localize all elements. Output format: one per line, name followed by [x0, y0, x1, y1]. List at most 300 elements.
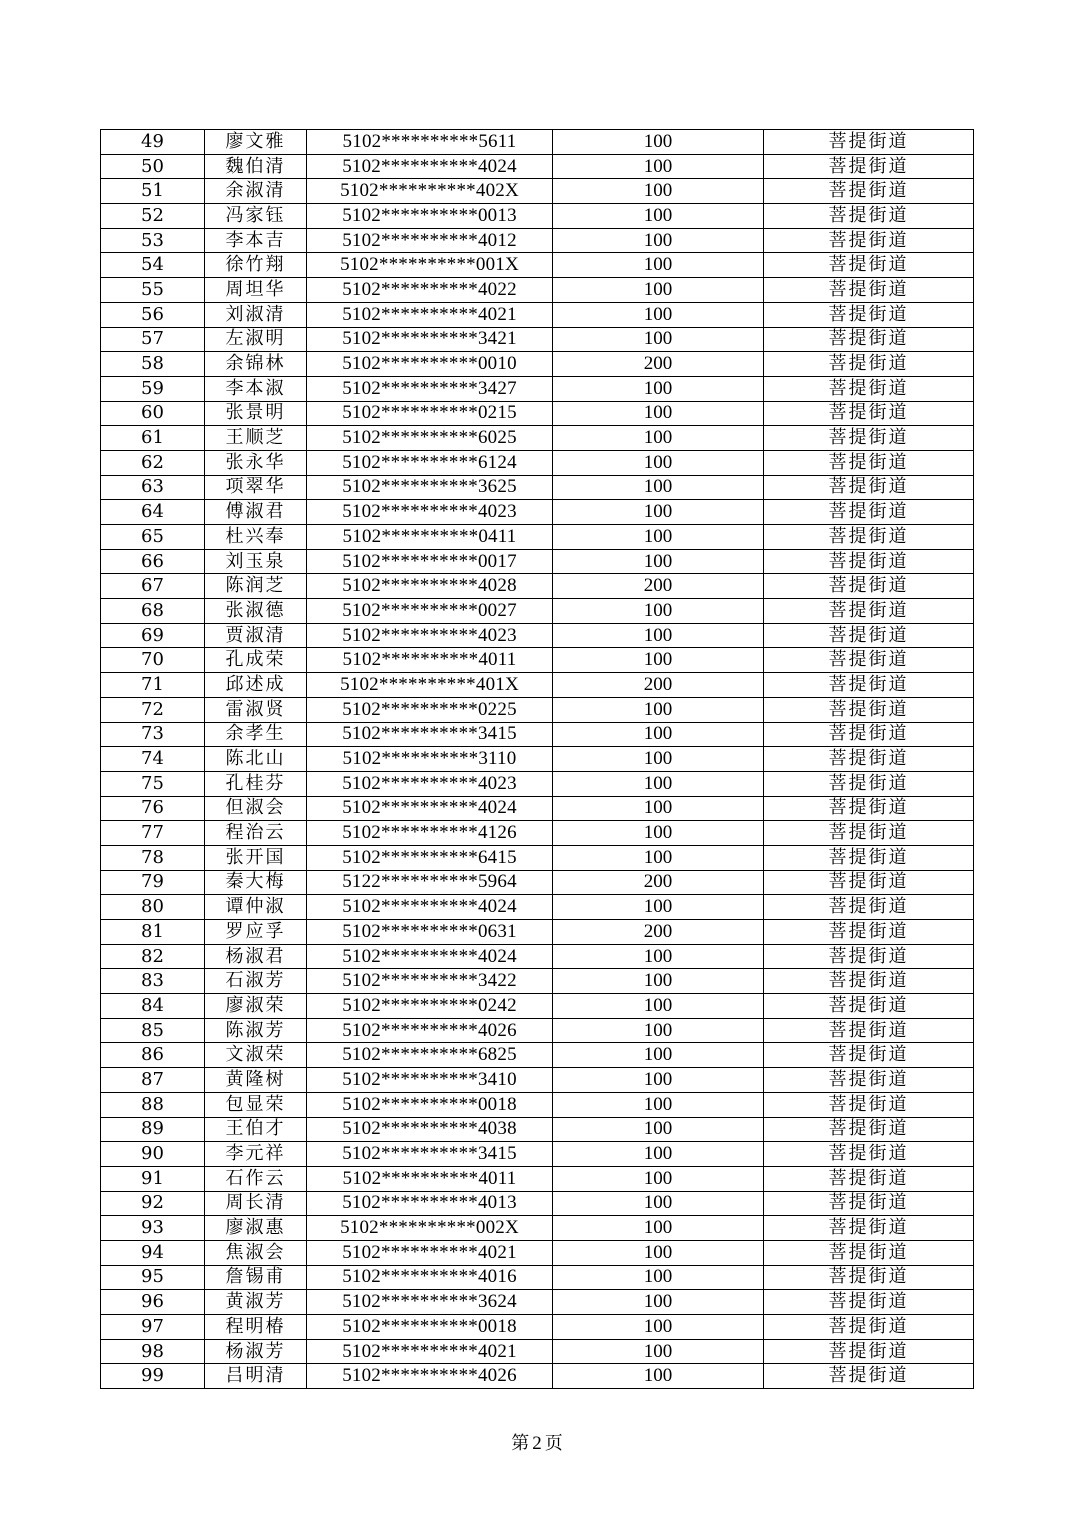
amount-cell: 100 [553, 1265, 764, 1290]
subdistrict-cell: 菩提街道 [764, 994, 974, 1019]
id-number-cell: 5102**********402X [307, 179, 553, 204]
amount-cell: 100 [553, 697, 764, 722]
id-number-cell: 5102**********3427 [307, 376, 553, 401]
amount-cell: 100 [553, 1166, 764, 1191]
amount-cell: 100 [553, 278, 764, 303]
row-number-cell: 54 [101, 253, 205, 278]
table-row [101, 994, 974, 1019]
subdistrict-cell: 菩提街道 [764, 845, 974, 870]
table-row [101, 747, 974, 772]
subdistrict-cell: 菩提街道 [764, 1166, 974, 1191]
subdistrict-cell: 菩提街道 [764, 500, 974, 525]
person-name-cell: 杨淑芳 [205, 1339, 307, 1364]
page-number: 2 [532, 1433, 542, 1454]
subdistrict-cell: 菩提街道 [764, 1142, 974, 1167]
id-number-cell: 5102**********4038 [307, 1117, 553, 1142]
person-name-cell: 刘玉泉 [205, 549, 307, 574]
amount-cell: 100 [553, 648, 764, 673]
amount-cell: 100 [553, 525, 764, 550]
amount-cell: 100 [553, 130, 764, 155]
row-number-cell: 80 [101, 895, 205, 920]
person-name-cell: 周长清 [205, 1191, 307, 1216]
person-name-cell: 贾淑清 [205, 623, 307, 648]
id-number-cell: 5102**********0010 [307, 352, 553, 377]
subdistrict-cell: 菩提街道 [764, 204, 974, 229]
table-row [101, 771, 974, 796]
subdistrict-cell: 菩提街道 [764, 228, 974, 253]
row-number-cell: 78 [101, 845, 205, 870]
person-name-cell: 雷淑贤 [205, 697, 307, 722]
table-row [101, 327, 974, 352]
row-number-cell: 96 [101, 1290, 205, 1315]
table-row [101, 475, 974, 500]
id-number-cell: 5102**********0411 [307, 525, 553, 550]
table-row [101, 154, 974, 179]
subdistrict-cell: 菩提街道 [764, 599, 974, 624]
row-number-cell: 55 [101, 278, 205, 303]
person-name-cell: 廖淑惠 [205, 1216, 307, 1241]
amount-cell: 100 [553, 599, 764, 624]
amount-cell: 100 [553, 376, 764, 401]
id-number-cell: 5102**********4026 [307, 1018, 553, 1043]
person-name-cell: 张景明 [205, 401, 307, 426]
person-name-cell: 廖淑荣 [205, 994, 307, 1019]
amount-cell: 100 [553, 1043, 764, 1068]
row-number-cell: 84 [101, 994, 205, 1019]
id-number-cell: 5102**********3625 [307, 475, 553, 500]
id-number-cell: 5102**********6025 [307, 426, 553, 451]
table-row [101, 130, 974, 155]
person-name-cell: 左淑明 [205, 327, 307, 352]
amount-cell: 100 [553, 722, 764, 747]
table-row [101, 500, 974, 525]
table-row [101, 525, 974, 550]
row-number-cell: 77 [101, 821, 205, 846]
table-row [101, 944, 974, 969]
id-number-cell: 5102**********3110 [307, 747, 553, 772]
row-number-cell: 81 [101, 920, 205, 945]
subsidy-list-table [100, 129, 974, 1389]
person-name-cell: 程治云 [205, 821, 307, 846]
row-number-cell: 71 [101, 673, 205, 698]
row-number-cell: 75 [101, 771, 205, 796]
amount-cell: 100 [553, 1191, 764, 1216]
id-number-cell: 5102**********0631 [307, 920, 553, 945]
amount-cell: 100 [553, 1216, 764, 1241]
person-name-cell: 张永华 [205, 450, 307, 475]
id-number-cell: 5102**********0018 [307, 1092, 553, 1117]
amount-cell: 100 [553, 302, 764, 327]
id-number-cell: 5102**********4024 [307, 796, 553, 821]
id-number-cell: 5102**********4023 [307, 500, 553, 525]
table-body [101, 130, 974, 1389]
table-row [101, 845, 974, 870]
id-number-cell: 5102**********4016 [307, 1265, 553, 1290]
subdistrict-cell: 菩提街道 [764, 1265, 974, 1290]
table-row [101, 1043, 974, 1068]
row-number-cell: 83 [101, 969, 205, 994]
amount-cell: 200 [553, 673, 764, 698]
subdistrict-cell: 菩提街道 [764, 278, 974, 303]
table-row [101, 450, 974, 475]
subdistrict-cell: 菩提街道 [764, 623, 974, 648]
subdistrict-cell: 菩提街道 [764, 944, 974, 969]
id-number-cell: 5102**********4024 [307, 895, 553, 920]
row-number-cell: 91 [101, 1166, 205, 1191]
table-row [101, 969, 974, 994]
id-number-cell: 5102**********0215 [307, 401, 553, 426]
table-row [101, 648, 974, 673]
id-number-cell: 5102**********0027 [307, 599, 553, 624]
id-number-cell: 5102**********4021 [307, 1339, 553, 1364]
subdistrict-cell: 菩提街道 [764, 821, 974, 846]
row-number-cell: 98 [101, 1339, 205, 1364]
id-number-cell: 5102**********4028 [307, 574, 553, 599]
row-number-cell: 64 [101, 500, 205, 525]
table-row [101, 673, 974, 698]
amount-cell: 100 [553, 401, 764, 426]
row-number-cell: 51 [101, 179, 205, 204]
row-number-cell: 95 [101, 1265, 205, 1290]
amount-cell: 100 [553, 204, 764, 229]
id-number-cell: 5102**********4023 [307, 771, 553, 796]
table-row [101, 302, 974, 327]
id-number-cell: 5102**********0225 [307, 697, 553, 722]
row-number-cell: 92 [101, 1191, 205, 1216]
table-row [101, 278, 974, 303]
table-row [101, 1240, 974, 1265]
amount-cell: 100 [553, 944, 764, 969]
id-number-cell: 5102**********0017 [307, 549, 553, 574]
subdistrict-cell: 菩提街道 [764, 969, 974, 994]
amount-cell: 100 [553, 1240, 764, 1265]
subdistrict-cell: 菩提街道 [764, 130, 974, 155]
table-row [101, 1117, 974, 1142]
table-row [101, 1216, 974, 1241]
amount-cell: 100 [553, 327, 764, 352]
person-name-cell: 杨淑君 [205, 944, 307, 969]
person-name-cell: 程明椿 [205, 1315, 307, 1340]
amount-cell: 100 [553, 475, 764, 500]
amount-cell: 100 [553, 500, 764, 525]
table-row [101, 1265, 974, 1290]
id-number-cell: 5102**********4012 [307, 228, 553, 253]
amount-cell: 200 [553, 574, 764, 599]
subdistrict-cell: 菩提街道 [764, 426, 974, 451]
page-label-prefix: 第 [511, 1433, 530, 1454]
subdistrict-cell: 菩提街道 [764, 574, 974, 599]
subdistrict-cell: 菩提街道 [764, 1290, 974, 1315]
id-number-cell: 5102**********5611 [307, 130, 553, 155]
person-name-cell: 陈淑芳 [205, 1018, 307, 1043]
subdistrict-cell: 菩提街道 [764, 648, 974, 673]
amount-cell: 100 [553, 1068, 764, 1093]
row-number-cell: 85 [101, 1018, 205, 1043]
subdistrict-cell: 菩提街道 [764, 1068, 974, 1093]
amount-cell: 100 [553, 549, 764, 574]
person-name-cell: 陈润芝 [205, 574, 307, 599]
row-number-cell: 70 [101, 648, 205, 673]
amount-cell: 100 [553, 821, 764, 846]
id-number-cell: 5102**********3624 [307, 1290, 553, 1315]
id-number-cell: 5102**********0242 [307, 994, 553, 1019]
id-number-cell: 5102**********4023 [307, 623, 553, 648]
person-name-cell: 孔桂芬 [205, 771, 307, 796]
person-name-cell: 邱述成 [205, 673, 307, 698]
table-row [101, 1166, 974, 1191]
person-name-cell: 王伯才 [205, 1117, 307, 1142]
person-name-cell: 陈北山 [205, 747, 307, 772]
amount-cell: 100 [553, 1364, 764, 1389]
person-name-cell: 文淑荣 [205, 1043, 307, 1068]
table-row [101, 821, 974, 846]
id-number-cell: 5102**********3422 [307, 969, 553, 994]
person-name-cell: 张开国 [205, 845, 307, 870]
row-number-cell: 68 [101, 599, 205, 624]
person-name-cell: 黄淑芳 [205, 1290, 307, 1315]
row-number-cell: 65 [101, 525, 205, 550]
id-number-cell: 5102**********4011 [307, 648, 553, 673]
row-number-cell: 90 [101, 1142, 205, 1167]
id-number-cell: 5102**********3415 [307, 1142, 553, 1167]
person-name-cell: 张淑德 [205, 599, 307, 624]
id-number-cell: 5102**********3410 [307, 1068, 553, 1093]
id-number-cell: 5102**********4022 [307, 278, 553, 303]
id-number-cell: 5102**********3421 [307, 327, 553, 352]
subdistrict-cell: 菩提街道 [764, 302, 974, 327]
subdistrict-cell: 菩提街道 [764, 1092, 974, 1117]
table-row [101, 549, 974, 574]
subdistrict-cell: 菩提街道 [764, 1216, 974, 1241]
table-row [101, 426, 974, 451]
person-name-cell: 吕明清 [205, 1364, 307, 1389]
amount-cell: 100 [553, 747, 764, 772]
table-row [101, 1364, 974, 1389]
person-name-cell: 徐竹翔 [205, 253, 307, 278]
person-name-cell: 谭仲淑 [205, 895, 307, 920]
amount-cell: 200 [553, 352, 764, 377]
row-number-cell: 76 [101, 796, 205, 821]
subdistrict-cell: 菩提街道 [764, 352, 974, 377]
table-row [101, 1018, 974, 1043]
row-number-cell: 59 [101, 376, 205, 401]
subdistrict-cell: 菩提街道 [764, 376, 974, 401]
table-row [101, 722, 974, 747]
person-name-cell: 李本淑 [205, 376, 307, 401]
subdistrict-cell: 菩提街道 [764, 771, 974, 796]
id-number-cell: 5102**********3415 [307, 722, 553, 747]
id-number-cell: 5102**********001X [307, 253, 553, 278]
id-number-cell: 5102**********6415 [307, 845, 553, 870]
table-row [101, 574, 974, 599]
amount-cell: 100 [553, 771, 764, 796]
row-number-cell: 61 [101, 426, 205, 451]
subdistrict-cell: 菩提街道 [764, 154, 974, 179]
table-row [101, 920, 974, 945]
person-name-cell: 冯家钰 [205, 204, 307, 229]
row-number-cell: 58 [101, 352, 205, 377]
subdistrict-cell: 菩提街道 [764, 673, 974, 698]
subdistrict-cell: 菩提街道 [764, 327, 974, 352]
row-number-cell: 97 [101, 1315, 205, 1340]
id-number-cell: 5102**********6124 [307, 450, 553, 475]
subdistrict-cell: 菩提街道 [764, 253, 974, 278]
subdistrict-cell: 菩提街道 [764, 1364, 974, 1389]
row-number-cell: 74 [101, 747, 205, 772]
subdistrict-cell: 菩提街道 [764, 1117, 974, 1142]
person-name-cell: 石作云 [205, 1166, 307, 1191]
row-number-cell: 62 [101, 450, 205, 475]
subdistrict-cell: 菩提街道 [764, 722, 974, 747]
row-number-cell: 52 [101, 204, 205, 229]
person-name-cell: 詹锡甫 [205, 1265, 307, 1290]
row-number-cell: 60 [101, 401, 205, 426]
table-row [101, 1339, 974, 1364]
amount-cell: 100 [553, 796, 764, 821]
row-number-cell: 87 [101, 1068, 205, 1093]
subdistrict-cell: 菩提街道 [764, 179, 974, 204]
row-number-cell: 57 [101, 327, 205, 352]
id-number-cell: 5102**********4024 [307, 944, 553, 969]
table-row [101, 1191, 974, 1216]
id-number-cell: 5102**********4021 [307, 302, 553, 327]
row-number-cell: 73 [101, 722, 205, 747]
amount-cell: 100 [553, 228, 764, 253]
table-row [101, 376, 974, 401]
id-number-cell: 5102**********4126 [307, 821, 553, 846]
amount-cell: 100 [553, 969, 764, 994]
person-name-cell: 王顺芝 [205, 426, 307, 451]
id-number-cell: 5102**********4026 [307, 1364, 553, 1389]
amount-cell: 100 [553, 179, 764, 204]
subdistrict-cell: 菩提街道 [764, 1240, 974, 1265]
table-row [101, 179, 974, 204]
person-name-cell: 李本吉 [205, 228, 307, 253]
amount-cell: 100 [553, 845, 764, 870]
person-name-cell: 孔成荣 [205, 648, 307, 673]
person-name-cell: 焦淑会 [205, 1240, 307, 1265]
row-number-cell: 82 [101, 944, 205, 969]
person-name-cell: 杜兴奉 [205, 525, 307, 550]
person-name-cell: 刘淑清 [205, 302, 307, 327]
page-footer [0, 1429, 1074, 1455]
table-row [101, 796, 974, 821]
person-name-cell: 罗应孚 [205, 920, 307, 945]
row-number-cell: 72 [101, 697, 205, 722]
id-number-cell: 5102**********0013 [307, 204, 553, 229]
amount-cell: 100 [553, 450, 764, 475]
person-name-cell: 黄隆树 [205, 1068, 307, 1093]
person-name-cell: 石淑芳 [205, 969, 307, 994]
row-number-cell: 88 [101, 1092, 205, 1117]
row-number-cell: 94 [101, 1240, 205, 1265]
amount-cell: 100 [553, 895, 764, 920]
table-row [101, 204, 974, 229]
amount-cell: 100 [553, 623, 764, 648]
row-number-cell: 69 [101, 623, 205, 648]
id-number-cell: 5102**********002X [307, 1216, 553, 1241]
table-row [101, 1092, 974, 1117]
id-number-cell: 5102**********4013 [307, 1191, 553, 1216]
subdistrict-cell: 菩提街道 [764, 796, 974, 821]
table-row [101, 697, 974, 722]
subdistrict-cell: 菩提街道 [764, 1018, 974, 1043]
table-row [101, 599, 974, 624]
table-row [101, 623, 974, 648]
amount-cell: 100 [553, 426, 764, 451]
subdistrict-cell: 菩提街道 [764, 1339, 974, 1364]
table-row [101, 1142, 974, 1167]
subdistrict-cell: 菩提街道 [764, 475, 974, 500]
row-number-cell: 56 [101, 302, 205, 327]
id-number-cell: 5102**********0018 [307, 1315, 553, 1340]
person-name-cell: 余淑清 [205, 179, 307, 204]
row-number-cell: 63 [101, 475, 205, 500]
subdistrict-cell: 菩提街道 [764, 1191, 974, 1216]
person-name-cell: 包显荣 [205, 1092, 307, 1117]
person-name-cell: 余孝生 [205, 722, 307, 747]
person-name-cell: 项翠华 [205, 475, 307, 500]
subdistrict-cell: 菩提街道 [764, 401, 974, 426]
table-row [101, 870, 974, 895]
amount-cell: 100 [553, 253, 764, 278]
person-name-cell: 李元祥 [205, 1142, 307, 1167]
table-row [101, 352, 974, 377]
amount-cell: 100 [553, 154, 764, 179]
subdistrict-cell: 菩提街道 [764, 1043, 974, 1068]
row-number-cell: 53 [101, 228, 205, 253]
id-number-cell: 5102**********4021 [307, 1240, 553, 1265]
table-row [101, 253, 974, 278]
row-number-cell: 86 [101, 1043, 205, 1068]
subdistrict-cell: 菩提街道 [764, 549, 974, 574]
person-name-cell: 傅淑君 [205, 500, 307, 525]
subdistrict-cell: 菩提街道 [764, 920, 974, 945]
amount-cell: 100 [553, 1142, 764, 1167]
table-row [101, 228, 974, 253]
row-number-cell: 49 [101, 130, 205, 155]
id-number-cell: 5102**********6825 [307, 1043, 553, 1068]
id-number-cell: 5102**********4011 [307, 1166, 553, 1191]
person-name-cell: 魏伯清 [205, 154, 307, 179]
table-row [101, 895, 974, 920]
person-name-cell: 廖文雅 [205, 130, 307, 155]
person-name-cell: 但淑会 [205, 796, 307, 821]
person-name-cell: 周坦华 [205, 278, 307, 303]
subdistrict-cell: 菩提街道 [764, 895, 974, 920]
row-number-cell: 66 [101, 549, 205, 574]
person-name-cell: 余锦林 [205, 352, 307, 377]
id-number-cell: 5102**********401X [307, 673, 553, 698]
id-number-cell: 5122**********5964 [307, 870, 553, 895]
subdistrict-cell: 菩提街道 [764, 870, 974, 895]
row-number-cell: 67 [101, 574, 205, 599]
subdistrict-cell: 菩提街道 [764, 450, 974, 475]
amount-cell: 100 [553, 1315, 764, 1340]
id-number-cell: 5102**********4024 [307, 154, 553, 179]
person-name-cell: 秦大梅 [205, 870, 307, 895]
subdistrict-cell: 菩提街道 [764, 525, 974, 550]
subdistrict-cell: 菩提街道 [764, 747, 974, 772]
page-label-suffix: 页 [544, 1433, 563, 1454]
amount-cell: 200 [553, 920, 764, 945]
amount-cell: 100 [553, 1018, 764, 1043]
table-row [101, 1068, 974, 1093]
row-number-cell: 93 [101, 1216, 205, 1241]
amount-cell: 100 [553, 994, 764, 1019]
amount-cell: 100 [553, 1092, 764, 1117]
amount-cell: 100 [553, 1339, 764, 1364]
